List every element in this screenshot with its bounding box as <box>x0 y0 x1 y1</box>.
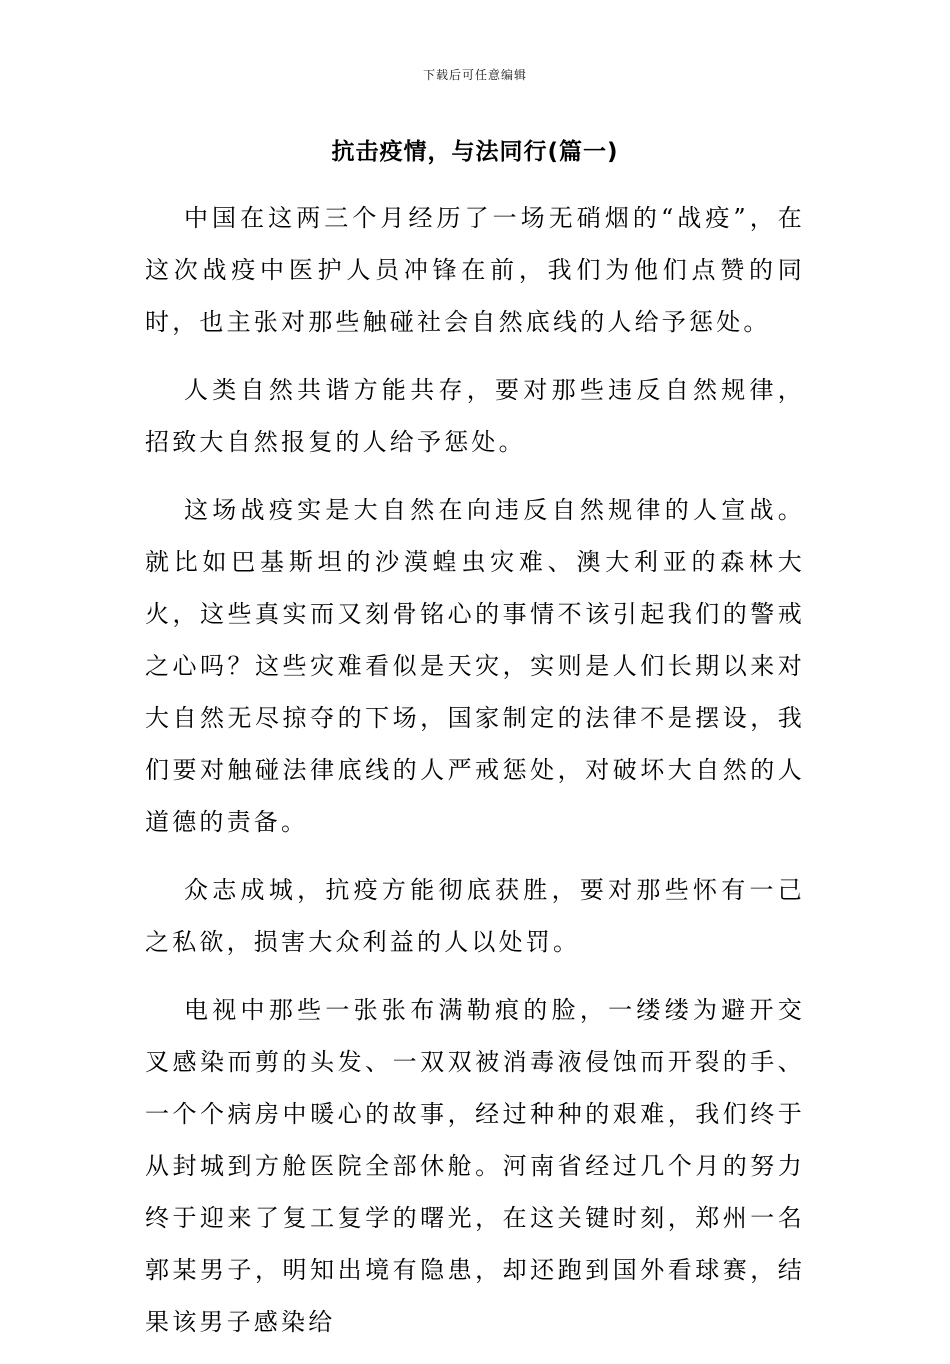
paragraph-2: 人类自然共谐方能共存，要对那些违反自然规律，招致大自然报复的人给予惩处。 <box>145 376 805 456</box>
document-title: 抗击疫情，与法同行(篇一) <box>331 139 619 165</box>
paragraph-5: 电视中那些一张张布满勒痕的脸，一缕缕为避开交叉感染而剪的头发、一双双被消毒液侵蚀而开裂的手、一个个病房中暖心的故事，经过种种的艰难，我们终于从封城到方舱医院全部休舱。河南省经过几个月的努力终于迎来了复工复学的曙光，在这关键时刻，郑州一名郭某男子，明知出境有隐患，却还跑到国外看球赛，结果该男子感染给 <box>145 996 805 1336</box>
header-note: 下载后可任意编辑 <box>422 68 527 82</box>
paragraph-1: 中国在这两三个月经历了一场无硝烟的“战疫”，在这次战疫中医护人员冲锋在前，我们为他们点赞的同时，也主张对那些触碰社会自然底线的人给予惩处。 <box>145 204 805 336</box>
paragraph-3: 这场战疫实是大自然在向违反自然规律的人宣战。就比如巴基斯坦的沙漠蝗虫灾难、澳大利亚的森林大火，这些真实而又刻骨铭心的事情不该引起我们的警戒之心吗？这些灾难看似是天灾，实则是人们长期以来对大自然无尽掠夺的下场，国家制定的法律不是摆设，我们要对触碰法律底线的人严戒惩处，对破坏大自然的人道德的责备。 <box>145 496 805 836</box>
document-body <box>145 192 805 1364</box>
paragraph-4: 众志成城，抗疫方能彻底获胜，要对那些怀有一己之私欲，损害大众利益的人以处罚。 <box>145 876 805 956</box>
